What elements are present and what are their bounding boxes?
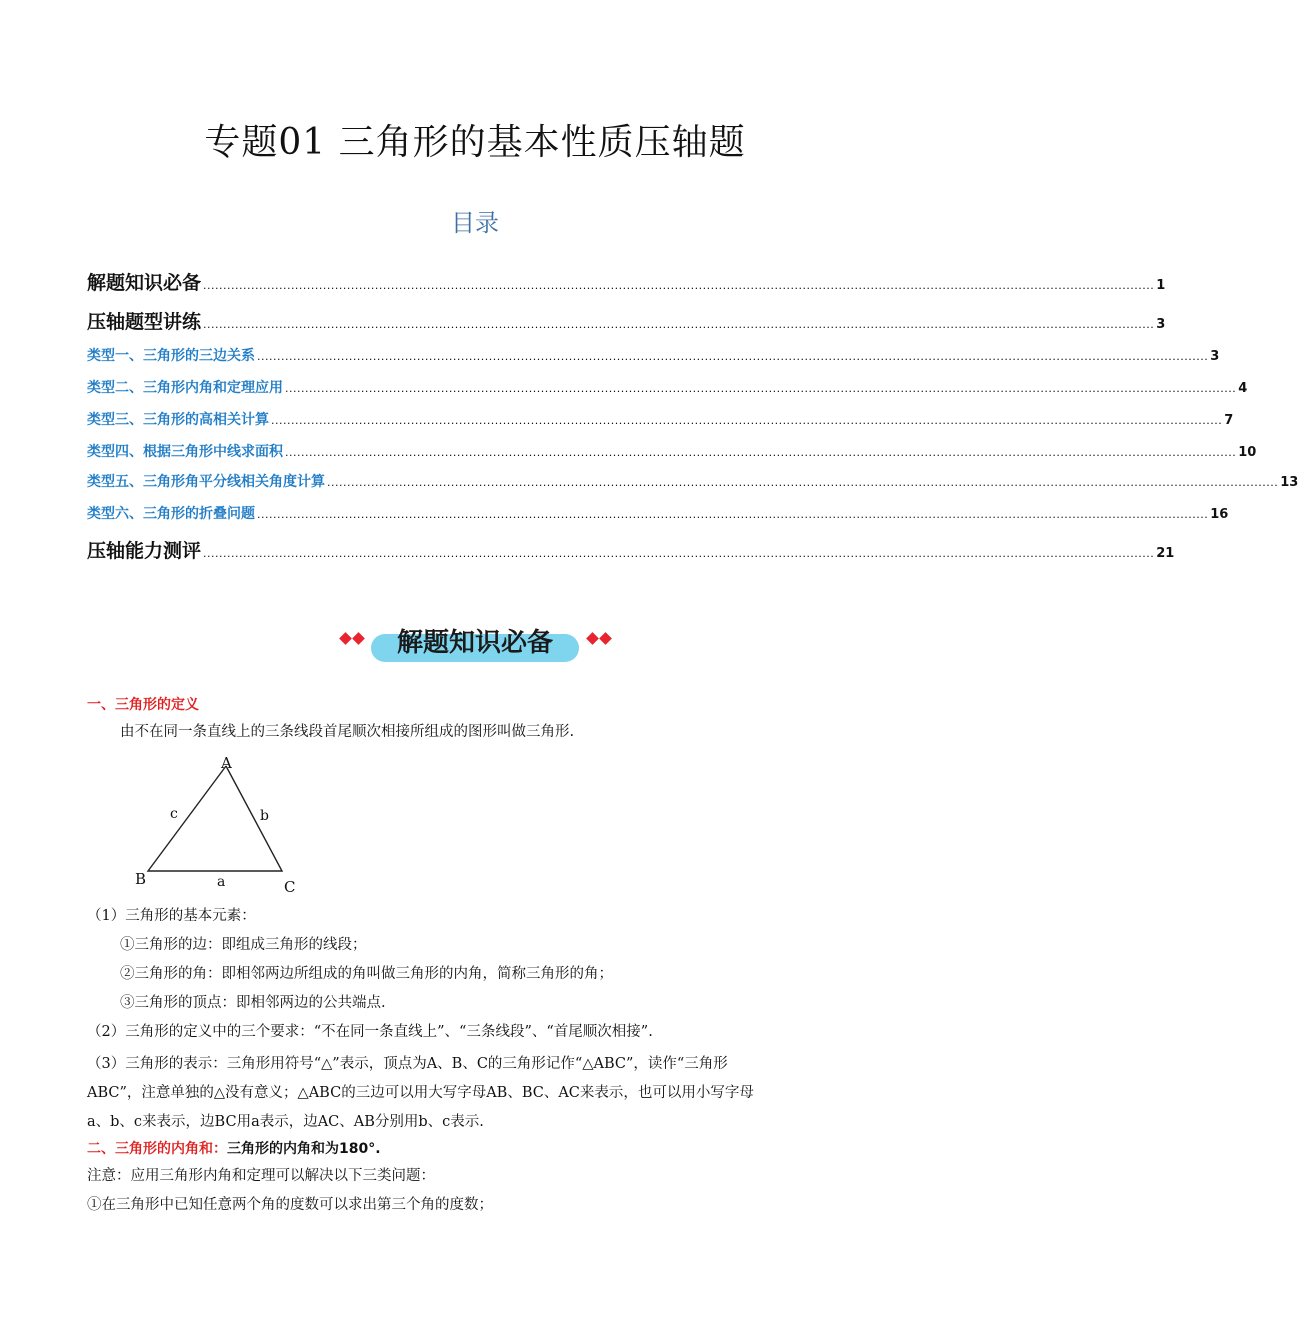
toc-leader: .............................................................................................................................................................................................................................................. [285,446,1237,459]
notation-line: ABC”，注意单独的△没有意义；△ABC的三边可以用大写字母AB、BC、AC来表示，也可以用小写字母 [87,1085,754,1101]
notation-paragraph [87,1050,865,1137]
toc-entry[interactable] [87,377,1248,397]
toc-entry-page: 4 [1238,381,1248,396]
toc-leader: .............................................................................................................................................................................................................................................. [257,350,1209,363]
toc-entry[interactable] [87,471,1298,491]
toc-entry-page: 10 [1238,445,1257,460]
note-item: ①在三角形中已知任意两个角的度数可以求出第三个角的度数； [87,1197,493,1213]
toc-entry-page: 21 [1156,546,1175,561]
diamond-icon [586,632,599,645]
toc-leader: .............................................................................................................................................................................................................................................. [271,414,1223,427]
toc-leader: .............................................................................................................................................................................................................................................. [203,279,1155,292]
toc-entry-label: 类型二、三角形内角和定理应用 [87,380,283,396]
toc-entry-label: 类型五、三角形角平分线相关角度计算 [87,474,325,490]
note-text: 注意：应用三角形内角和定理可以解决以下三类问题： [87,1168,435,1184]
section-banner [335,620,615,668]
toc-leader: .............................................................................................................................................................................................................................................. [257,508,1209,521]
page-title: 专题01 三角形的基本性质压轴题 [204,122,746,163]
notation-line: a、b、c来表示，边BC用a表示，边AC、AB分别用b、c表示. [87,1114,484,1130]
toc-leader: .............................................................................................................................................................................................................................................. [203,547,1155,560]
diamond-icon [599,632,612,645]
toc-leader: .............................................................................................................................................................................................................................................. [203,318,1155,331]
section-heading: 二、三角形的内角和： [87,1141,227,1157]
toc-entry-label: 类型四、根据三角形中线求面积 [87,444,283,460]
section2-heading-line [87,1138,381,1158]
toc-entry[interactable] [87,268,1166,295]
vertex-b-label: B [135,870,147,888]
toc-entry-label: 压轴题型讲练 [87,311,202,333]
notation-line: （3）三角形的表示：三角形用符号“△”表示，顶点为A、B、C的三角形记作“△ABC”，读作“三角形 [87,1056,728,1072]
toc-leader: .............................................................................................................................................................................................................................................. [285,382,1237,395]
toc-heading: 目录 [451,209,499,237]
toc-entry[interactable] [87,307,1166,334]
toc-entry-page: 1 [1156,278,1166,293]
toc-entry-page: 3 [1210,349,1220,364]
toc-entry-label: 解题知识必备 [87,272,202,294]
requirements-text: （2）三角形的定义中的三个要求：“不在同一条直线上”、“三条线段”、“首尾顺次相接”. [87,1024,653,1040]
toc-entry-page: 13 [1280,475,1298,490]
element-item: ③三角形的顶点：即相邻两边的公共端点. [120,995,386,1011]
diamond-icon [339,632,352,645]
side-b-label: b [260,808,269,824]
vertex-a-label: A [221,754,232,772]
side-c-label: c [170,806,178,822]
toc-leader: .............................................................................................................................................................................................................................................. [327,476,1279,489]
side-a-label: a [217,874,226,890]
toc-entry[interactable] [87,345,1220,365]
banner-label: 解题知识必备 [396,628,553,658]
vertex-c-label: C [284,878,296,896]
toc-entry-label: 类型一、三角形的三边关系 [87,348,255,364]
toc-entry-label: 类型三、三角形的高相关计算 [87,412,269,428]
triangle-figure [120,748,320,898]
toc-entry-label: 类型六、三角形的折叠问题 [87,506,255,522]
section2-statement: 三角形的内角和为180°. [227,1141,381,1157]
section-heading: 一、三角形的定义 [87,697,199,713]
toc-entry-label: 压轴能力测评 [87,540,202,562]
toc-entry[interactable] [87,536,1175,563]
diamond-icon [352,632,365,645]
elements-title: （1）三角形的基本元素： [87,908,256,924]
toc-entry-page: 16 [1210,507,1229,522]
element-item: ②三角形的角：即相邻两边所组成的角叫做三角形的内角，简称三角形的角； [120,966,613,982]
toc-entry-page: 3 [1156,317,1166,332]
toc-entry-page: 7 [1224,413,1234,428]
toc-entry[interactable] [87,503,1229,523]
definition-text: 由不在同一条直线上的三条线段首尾顺次相接所组成的图形叫做三角形. [120,724,575,740]
toc-entry[interactable] [87,409,1234,429]
toc-entry[interactable] [87,441,1257,461]
element-item: ①三角形的边：即组成三角形的线段； [120,937,367,953]
